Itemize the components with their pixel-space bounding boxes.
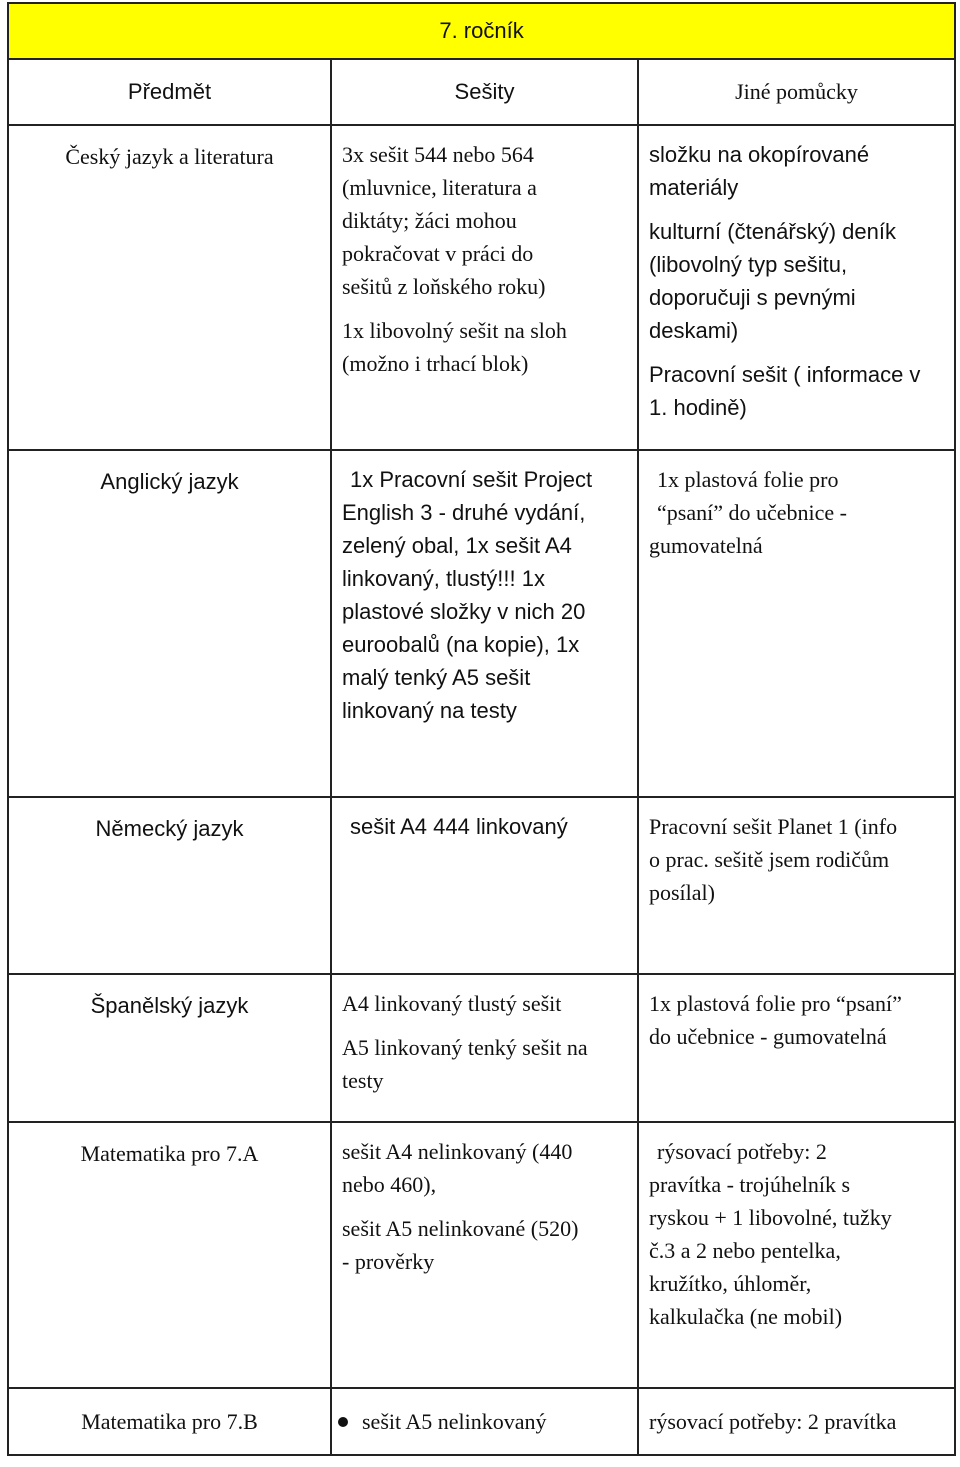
notebook-line: linkovaný, tlustý!!! 1x: [342, 566, 545, 591]
notebook-line: sešit A5 nelinkované (520): [342, 1216, 579, 1241]
notebook-line: sešit A5 nelinkovaný: [362, 1409, 547, 1434]
notebooks-cell: [331, 974, 638, 1122]
notebook-line: - prověrky: [342, 1249, 435, 1274]
supplies-table: [7, 2, 956, 1456]
notebooks-cell: [331, 450, 638, 797]
other-line: do učebnice - gumovatelná: [649, 1024, 887, 1049]
other-line: “psaní” do učebnice -: [657, 500, 847, 525]
subject-cell: [8, 797, 331, 974]
notebook-line: A5 linkovaný tenký sešit na: [342, 1035, 588, 1060]
table-row-spanish: [8, 974, 955, 1122]
notebook-line: zelený obal, 1x sešit A4: [342, 533, 572, 558]
title-cell: [8, 3, 955, 59]
notebook-line: testy: [342, 1068, 384, 1093]
other-cell: [638, 797, 955, 974]
other-line: 1x plastová folie pro “psaní”: [649, 991, 902, 1016]
other-line: Pracovní sešit ( informace v: [649, 362, 921, 387]
other-cell: [638, 1388, 955, 1455]
other-line: 1x plastová folie pro: [657, 467, 839, 492]
notebook-line: euroobalů (na kopie), 1x: [342, 632, 580, 657]
other-cell: [638, 450, 955, 797]
subject-cell: [8, 974, 331, 1122]
table-row-math-7b: [8, 1388, 955, 1455]
header-other: Jiné pomůcky: [638, 59, 955, 125]
notebooks-cell: [331, 1388, 638, 1455]
notebook-line: (možno i trhací blok): [342, 351, 529, 376]
other-line: (libovolný typ sešitu,: [649, 252, 848, 277]
notebook-line: sešitů z loňského roku): [342, 274, 546, 299]
notebook-line: sešit A4 nelinkovaný (440: [342, 1139, 573, 1164]
other-cell: [638, 1122, 955, 1388]
notebook-line: 1x Pracovní sešit Project: [350, 467, 593, 492]
subject-cell: [8, 125, 331, 450]
subject-cell: [8, 1388, 331, 1455]
notebook-line: plastové složky v nich 20: [342, 599, 586, 624]
other-cell: [638, 974, 955, 1122]
other-line: deskami): [649, 318, 739, 343]
notebook-line: (mluvnice, literatura a: [342, 175, 537, 200]
notebook-line: sešit A4 444 linkovaný: [350, 814, 568, 839]
notebook-line: pokračovat v práci do: [342, 241, 534, 266]
header-row: [8, 59, 955, 125]
notebook-line: linkovaný na testy: [342, 698, 517, 723]
subject-label: Matematika pro 7.A: [80, 1141, 259, 1166]
table-row-german: [8, 797, 955, 974]
notebook-line: 1x libovolný sešit na sloh: [342, 318, 567, 343]
other-line: kalkulačka (ne mobil): [649, 1304, 843, 1329]
other-line: pravítka - trojúhelník s: [649, 1172, 851, 1197]
notebook-line: malý tenký A5 sešit: [342, 665, 531, 690]
other-line: o prac. sešitě jsem rodičům: [649, 847, 890, 872]
other-line: gumovatelná: [649, 533, 763, 558]
header-notebooks: Sešity: [331, 59, 638, 125]
table-row-czech: [8, 125, 955, 450]
other-line: posílal): [649, 880, 715, 905]
table-row-math-7a: [8, 1122, 955, 1388]
other-line: složku na okopírované: [649, 142, 870, 167]
other-line: Pracovní sešit Planet 1 (info: [649, 814, 898, 839]
other-line: ryskou + 1 libovolné, tužky: [649, 1205, 892, 1230]
table-row-english: [8, 450, 955, 797]
other-line: kružítko, úhloměr,: [649, 1271, 812, 1296]
bullet-icon: [338, 1417, 348, 1427]
subject-label: Český jazyk a literatura: [65, 144, 274, 169]
notebook-line: English 3 - druhé vydání,: [342, 500, 586, 525]
header-subject: Předmět: [8, 59, 331, 125]
notebook-line: 3x sešit 544 nebo 564: [342, 142, 534, 167]
notebooks-cell: [331, 797, 638, 974]
notebook-line: diktáty; žáci mohou: [342, 208, 517, 233]
other-line: č.3 a 2 nebo pentelka,: [649, 1238, 841, 1263]
subject-cell: [8, 450, 331, 797]
other-line: kulturní (čtenářský) deník: [649, 219, 896, 244]
subject-label: Španělský jazyk: [90, 993, 249, 1018]
other-line: 1. hodině): [649, 395, 747, 420]
notebook-line: A4 linkovaný tlustý sešit: [342, 991, 562, 1016]
notebook-line: nebo 460),: [342, 1172, 437, 1197]
other-line: rýsovací potřeby: 2: [657, 1139, 827, 1164]
other-line: rýsovací potřeby: 2 pravítka: [649, 1409, 897, 1434]
title-row: [8, 3, 955, 59]
subject-label: Matematika pro 7.B: [81, 1409, 258, 1434]
other-cell: [638, 125, 955, 450]
notebooks-cell: [331, 1122, 638, 1388]
subject-label: Německý jazyk: [95, 816, 244, 841]
notebooks-cell: [331, 125, 638, 450]
subject-label: Anglický jazyk: [100, 469, 239, 494]
subject-cell: [8, 1122, 331, 1388]
grade-title: 7. ročník: [439, 18, 524, 43]
other-line: doporučuji s pevnými: [649, 285, 856, 310]
other-line: materiály: [649, 175, 739, 200]
